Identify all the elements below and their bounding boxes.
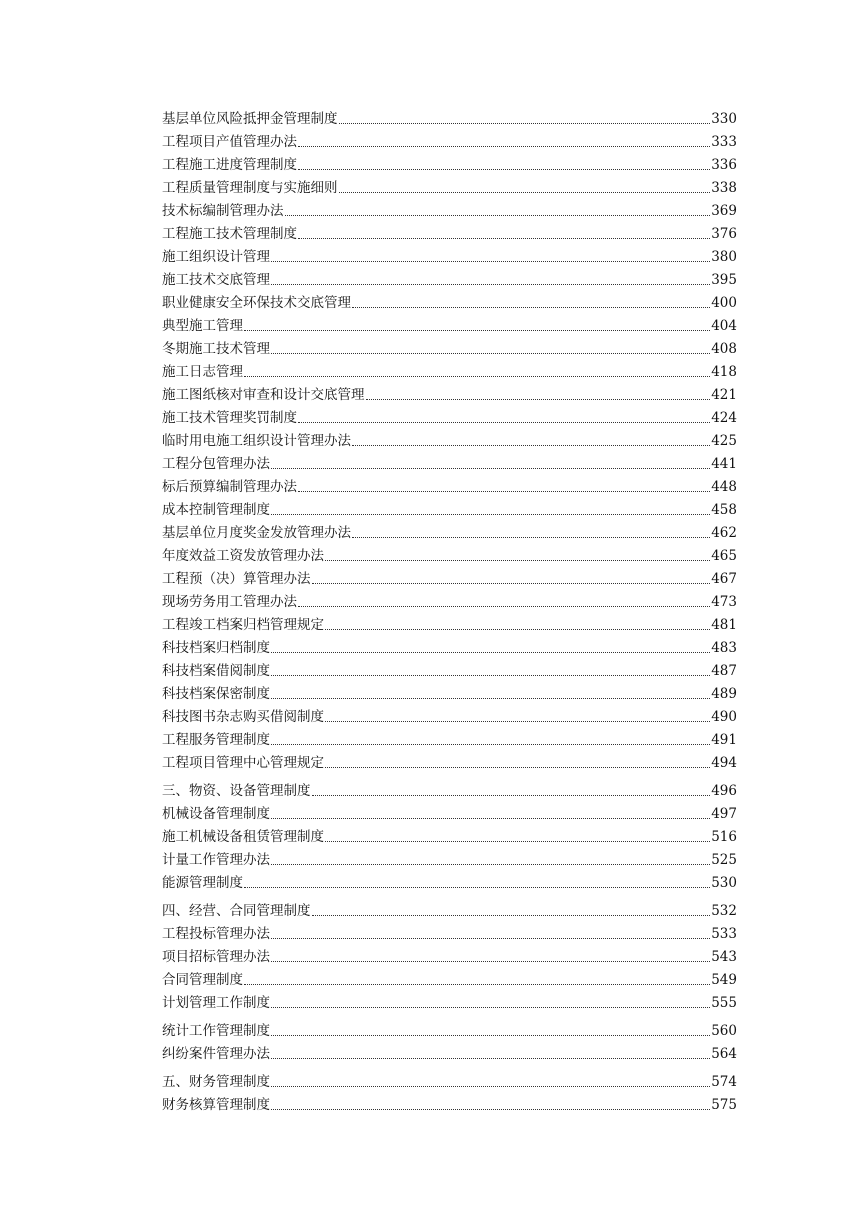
toc-entry-title: 科技档案保密制度: [162, 686, 270, 702]
toc-entry-page-number: 490: [711, 709, 737, 725]
toc-entry-page-number: 575: [711, 1097, 737, 1113]
toc-entry-page-number: 497: [711, 806, 737, 822]
toc-dot-leader: [325, 560, 710, 561]
toc-entry-page-number: 467: [711, 571, 737, 587]
toc-entry-page-number: 574: [711, 1074, 737, 1090]
toc-entry[interactable]: [162, 543, 737, 565]
toc-entry-title: 项目招标管理办法: [162, 949, 270, 965]
toc-dot-leader: [271, 938, 710, 939]
toc-entry-page-number: 408: [711, 341, 737, 357]
toc-entry-title: 工程服务管理制度: [162, 732, 270, 748]
toc-dot-leader: [271, 1007, 710, 1008]
toc-dot-leader: [312, 915, 711, 916]
toc-dot-leader: [285, 215, 711, 216]
toc-dot-leader: [271, 698, 710, 699]
toc-entry-page-number: 369: [711, 203, 737, 219]
toc-dot-leader: [244, 887, 710, 888]
toc-entry[interactable]: [162, 474, 737, 496]
toc-entry[interactable]: [162, 1092, 737, 1114]
toc-entry[interactable]: [162, 1018, 737, 1040]
toc-entry[interactable]: [162, 589, 737, 611]
toc-entry-page-number: 458: [711, 502, 737, 518]
toc-dot-leader: [244, 330, 710, 331]
toc-entry-page-number: 400: [711, 295, 737, 311]
toc-entry-page-number: 483: [711, 640, 737, 656]
toc-dot-leader: [352, 537, 710, 538]
toc-entry[interactable]: [162, 1041, 737, 1063]
toc-entry-title: 年度效益工资发放管理办法: [162, 548, 324, 564]
toc-entry[interactable]: [162, 944, 737, 966]
toc-dot-leader: [366, 399, 711, 400]
toc-entry[interactable]: [162, 778, 737, 800]
toc-entry-title: 施工图纸核对审查和设计交底管理: [162, 387, 365, 403]
toc-entry[interactable]: [162, 198, 737, 220]
toc-entry-title: 成本控制管理制度: [162, 502, 270, 518]
toc-dot-leader: [271, 468, 710, 469]
toc-entry[interactable]: [162, 497, 737, 519]
toc-entry[interactable]: [162, 405, 737, 427]
toc-entry-page-number: 465: [711, 548, 737, 564]
toc-dot-leader: [271, 652, 710, 653]
toc-entry[interactable]: [162, 658, 737, 680]
toc-entry-title: 计划管理工作制度: [162, 995, 270, 1011]
toc-dot-leader: [271, 818, 710, 819]
toc-entry-title: 施工机械设备租赁管理制度: [162, 829, 324, 845]
toc-entry-page-number: 533: [711, 926, 737, 942]
toc-entry-title: 临时用电施工组织设计管理办法: [162, 433, 351, 449]
toc-dot-leader: [271, 353, 710, 354]
toc-entry-page-number: 555: [711, 995, 737, 1011]
toc-entry[interactable]: [162, 152, 737, 174]
toc-dot-leader: [339, 123, 711, 124]
toc-entry-title: 五、财务管理制度: [162, 1074, 270, 1090]
toc-dot-leader: [325, 767, 710, 768]
toc-entry[interactable]: [162, 566, 737, 588]
toc-entry-title: 工程施工技术管理制度: [162, 226, 297, 242]
toc-entry[interactable]: [162, 1069, 737, 1091]
toc-entry[interactable]: [162, 612, 737, 634]
toc-entry[interactable]: [162, 267, 737, 289]
toc-dot-leader: [271, 261, 710, 262]
toc-entry-title: 施工技术交底管理: [162, 272, 270, 288]
toc-dot-leader: [312, 583, 711, 584]
toc-dot-leader: [352, 307, 710, 308]
toc-dot-leader: [352, 445, 710, 446]
toc-entry[interactable]: [162, 921, 737, 943]
toc-entry-title: 科技档案归档制度: [162, 640, 270, 656]
toc-entry-page-number: 530: [711, 875, 737, 891]
toc-entry-title: 现场劳务用工管理办法: [162, 594, 297, 610]
toc-entry-title: 工程分包管理办法: [162, 456, 270, 472]
toc-entry-page-number: 496: [711, 783, 737, 799]
toc-entry[interactable]: [162, 750, 737, 772]
toc-dot-leader: [271, 744, 710, 745]
toc-entry-title: 基层单位月度奖金发放管理办法: [162, 525, 351, 541]
toc-entry-title: 工程质量管理制度与实施细则: [162, 180, 338, 196]
toc-entry-page-number: 473: [711, 594, 737, 610]
toc-entry[interactable]: [162, 129, 737, 151]
toc-entry-page-number: 404: [711, 318, 737, 334]
toc-entry-title: 财务核算管理制度: [162, 1097, 270, 1113]
toc-dot-leader: [271, 1058, 710, 1059]
toc-entry-page-number: 560: [711, 1023, 737, 1039]
toc-dot-leader: [312, 795, 711, 796]
toc-dot-leader: [298, 422, 710, 423]
toc-dot-leader: [244, 376, 710, 377]
toc-entry[interactable]: [162, 175, 737, 197]
toc-dot-leader: [298, 238, 710, 239]
toc-entry-page-number: 462: [711, 525, 737, 541]
toc-entry-title: 工程预（决）算管理办法: [162, 571, 311, 587]
toc-entry-title: 工程施工进度管理制度: [162, 157, 297, 173]
toc-dot-leader: [325, 841, 710, 842]
toc-entry-title: 技术标编制管理办法: [162, 203, 284, 219]
toc-entry-page-number: 487: [711, 663, 737, 679]
toc-entry[interactable]: [162, 520, 737, 542]
toc-entry-title: 工程项目管理中心管理规定: [162, 755, 324, 771]
toc-entry[interactable]: [162, 898, 737, 920]
toc-entry-title: 工程投标管理办法: [162, 926, 270, 942]
toc-entry-page-number: 543: [711, 949, 737, 965]
toc-entry-title: 统计工作管理制度: [162, 1023, 270, 1039]
toc-entry[interactable]: [162, 801, 737, 823]
toc-entry-title: 标后预算编制管理办法: [162, 479, 297, 495]
toc-dot-leader: [271, 514, 710, 515]
toc-entry[interactable]: [162, 428, 737, 450]
toc-entry[interactable]: [162, 870, 737, 892]
toc-entry-title: 工程竣工档案归档管理规定: [162, 617, 324, 633]
toc-entry-title: 计量工作管理办法: [162, 852, 270, 868]
toc-entry[interactable]: [162, 313, 737, 335]
toc-dot-leader: [271, 284, 710, 285]
toc-dot-leader: [325, 721, 710, 722]
toc-entry[interactable]: [162, 382, 737, 404]
toc-entry-page-number: 564: [711, 1046, 737, 1062]
toc-entry-title: 合同管理制度: [162, 972, 243, 988]
toc-entry-title: 能源管理制度: [162, 875, 243, 891]
toc-entry[interactable]: [162, 336, 737, 358]
toc-entry-title: 冬期施工技术管理: [162, 341, 270, 357]
toc-entry-page-number: 395: [711, 272, 737, 288]
toc-entry-page-number: 424: [711, 410, 737, 426]
toc-entry-page-number: 481: [711, 617, 737, 633]
toc-entry-page-number: 441: [711, 456, 737, 472]
toc-entry-title: 典型施工管理: [162, 318, 243, 334]
toc-dot-leader: [298, 146, 710, 147]
toc-entry-page-number: 421: [711, 387, 737, 403]
toc-entry[interactable]: [162, 359, 737, 381]
toc-entry-page-number: 418: [711, 364, 737, 380]
toc-entry-page-number: 494: [711, 755, 737, 771]
toc-entry[interactable]: [162, 824, 737, 846]
toc-dot-leader: [298, 169, 710, 170]
toc-dot-leader: [271, 1035, 710, 1036]
toc-entry[interactable]: [162, 221, 737, 243]
toc-entry-page-number: 330: [711, 111, 737, 127]
toc-entry[interactable]: [162, 290, 737, 312]
toc-entry-page-number: 336: [711, 157, 737, 173]
toc-entry-page-number: 525: [711, 852, 737, 868]
toc-entry-page-number: 489: [711, 686, 737, 702]
toc-entry-title: 机械设备管理制度: [162, 806, 270, 822]
toc-entry[interactable]: [162, 635, 737, 657]
toc-entry-page-number: 338: [711, 180, 737, 196]
toc-entry-page-number: 425: [711, 433, 737, 449]
toc-entry-page-number: 333: [711, 134, 737, 150]
toc-dot-leader: [271, 864, 710, 865]
toc-entry[interactable]: [162, 704, 737, 726]
toc-entry-page-number: 549: [711, 972, 737, 988]
toc-entry[interactable]: [162, 451, 737, 473]
toc-dot-leader: [271, 675, 710, 676]
toc-dot-leader: [298, 491, 710, 492]
toc-entry-title: 三、物资、设备管理制度: [162, 783, 311, 799]
toc-entry-page-number: 376: [711, 226, 737, 242]
toc-dot-leader: [271, 961, 710, 962]
toc-entry-page-number: 380: [711, 249, 737, 265]
toc-dot-leader: [244, 984, 710, 985]
toc-entry[interactable]: [162, 847, 737, 869]
toc-entry-title: 科技图书杂志购买借阅制度: [162, 709, 324, 725]
toc-entry-title: 施工日志管理: [162, 364, 243, 380]
toc-dot-leader: [325, 629, 710, 630]
toc-entry-title: 职业健康安全环保技术交底管理: [162, 295, 351, 311]
toc-entry-title: 科技档案借阅制度: [162, 663, 270, 679]
toc-dot-leader: [339, 192, 711, 193]
toc-entry-title: 四、经营、合同管理制度: [162, 903, 311, 919]
toc-entry-page-number: 448: [711, 479, 737, 495]
toc-entry[interactable]: [162, 727, 737, 749]
toc-entry[interactable]: [162, 681, 737, 703]
toc-dot-leader: [271, 1109, 710, 1110]
toc-entry-title: 工程项目产值管理办法: [162, 134, 297, 150]
toc-entry-title: 施工组织设计管理: [162, 249, 270, 265]
toc-entry-title: 基层单位风险抵押金管理制度: [162, 111, 338, 127]
toc-entry-title: 施工技术管理奖罚制度: [162, 410, 297, 426]
toc-entry-title: 纠纷案件管理办法: [162, 1046, 270, 1062]
toc-entry[interactable]: [162, 244, 737, 266]
toc-entry[interactable]: [162, 967, 737, 989]
toc-entry[interactable]: [162, 106, 737, 128]
toc-entry-page-number: 516: [711, 829, 737, 845]
toc-entry-page-number: 532: [711, 903, 737, 919]
toc-dot-leader: [271, 1086, 710, 1087]
toc-entry-page-number: 491: [711, 732, 737, 748]
toc-entry[interactable]: [162, 990, 737, 1012]
toc-dot-leader: [298, 606, 710, 607]
